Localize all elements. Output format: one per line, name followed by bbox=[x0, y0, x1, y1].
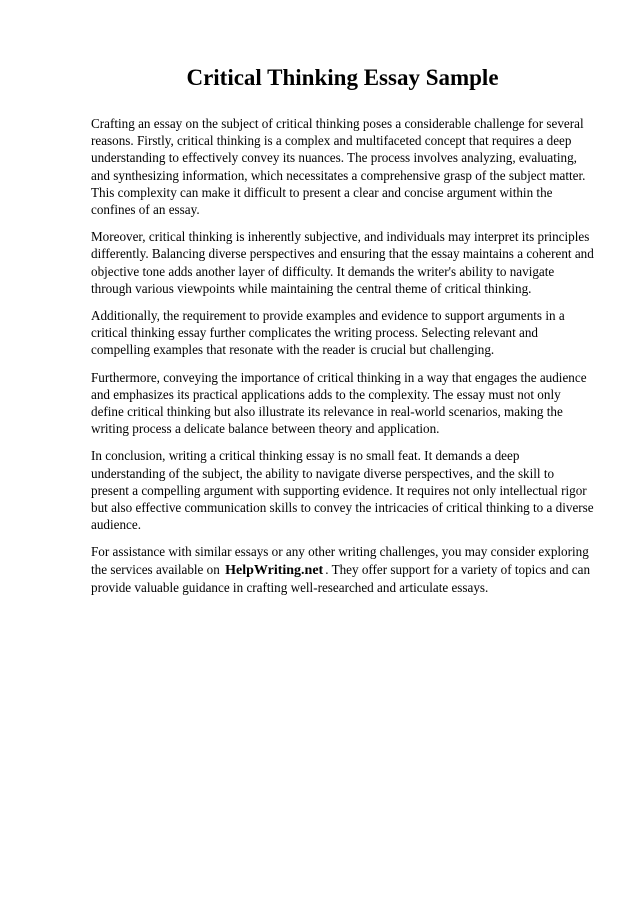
paragraph-1: Crafting an essay on the subject of critical thinking poses a considerable challenge for several reasons. Firstly, critical thinking is a complex and multifaceted concept that requires a deep understanding to effectively convey its nuances. The process involves analyzing, evaluating, and synthesizing information, which necessitates a comprehensive grasp of the subject matter. This complexity can make it difficult to present a clear and concise argument within the confines of an essay. bbox=[91, 116, 586, 218]
document-title: Critical Thinking Essay Sample bbox=[186, 65, 499, 90]
paragraph-3: Additionally, the requirement to provide examples and evidence to support arguments in a critical thinking essay further complicates the writing process. Selecting relevant and compelling examples that resonate with the reader is crucial but challenging. bbox=[91, 308, 565, 358]
helpwriting-link[interactable]: HelpWriting.net bbox=[225, 562, 324, 578]
paragraph-5: In conclusion, writing a critical thinking essay is no small feat. It demands a deep understanding of the subject, the ability to navigate diverse perspectives, and the skill to present a compelling argument with supporting evidence. It requires not only intellectual rigor but also effective communication skills to convey the intricacies of critical thinking to a diverse audience. bbox=[91, 448, 594, 533]
closing-text-after-link: . They offer support for a variety of topics and can provide valuable guidance in crafting well-researched and articulate essays. bbox=[91, 561, 591, 595]
closing-text-before-link: For assistance with similar essays or any other writing challenges, you may consider exploring the services available on bbox=[91, 544, 589, 577]
closing-paragraph bbox=[91, 543, 594, 596]
paragraph-4: Furthermore, conveying the importance of critical thinking in a way that engages the audience and emphasizes its practical applications adds to the complexity. The essay must not only define critical thinking but also illustrate its relevance in real-world scenarios, making the writing process a delicate balance between theory and application. bbox=[91, 369, 587, 437]
paragraph-2: Moreover, critical thinking is inherently subjective, and individuals may interpret its principles differently. Balancing diverse perspectives and ensuring that the essay maintains a coherent and objective tone adds another layer of difficulty. It demands the writer's ability to navigate through various viewpoints while maintaining the central theme of critical thinking. bbox=[91, 229, 594, 296]
